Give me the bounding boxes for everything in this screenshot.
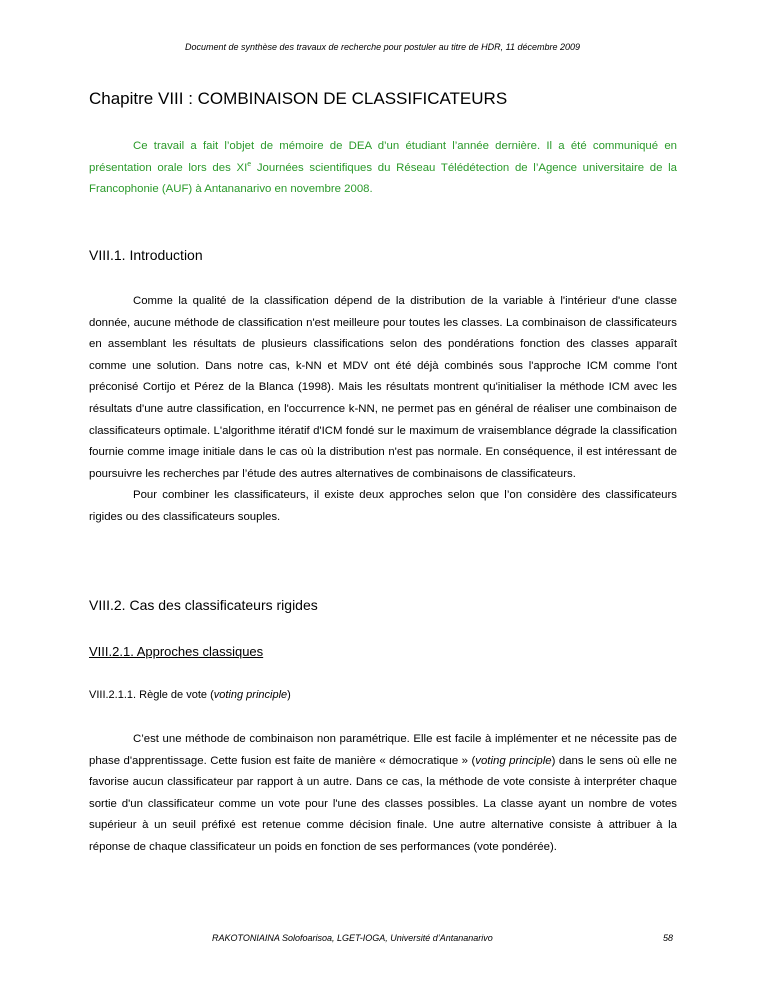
vote-body xyxy=(89,729,677,859)
heading-classic-approaches: VIII.2.1. Approches classiques xyxy=(89,644,264,659)
footer-text: RAKOTONIAINA Solofoarisoa, LGET-IOGA, Université d’Antananarivo xyxy=(212,933,493,943)
subsubsection-vote-heading xyxy=(89,689,677,701)
vote-heading-suffix: ) xyxy=(287,689,291,701)
vote-part1: C’est une méthode de combinaison non paramétrique. Elle est facile à implémenter et ne nécessite pas de phase d'apprentissage. Cette fusion est faite de manière « démocratique » ( xyxy=(89,733,677,767)
vote-part2: ) dans le sens où elle ne favorise aucun classificateur par rapport à un autre. Dans ce cas, la méthode de vote consiste à interpréter chaque sortie d'un classificateur comme un vote pour l'une des classes possibles. La classe ayant un nombre de votes supérieur à un seuil préfixé est retenue comme décision finale. Une autre alternative consiste à attribuer à la réponse de chaque classificateur un poids en fonction de ses performances (vote pondérée). xyxy=(89,754,678,853)
subsection-classic-heading xyxy=(89,644,677,659)
heading-introduction: VIII.1. Introduction xyxy=(89,247,203,263)
chapter-title: Chapitre VIII : COMBINAISON DE CLASSIFICATEURS xyxy=(89,89,508,108)
note-part1: Ce travail a fait l’objet de mémoire de DEA d’un étudiant l’année dernière. Il a été communiqué en présentation orale lors des XI xyxy=(89,140,677,174)
section-rigid-heading xyxy=(89,597,677,613)
vote-heading-prefix: VIII.2.1.1. Règle de vote ( xyxy=(89,689,214,701)
section-introduction-body xyxy=(89,291,677,529)
page-header: Document de synthèse des travaux de recherche pour postuler au titre de HDR, 11 décembre 2009 xyxy=(184,42,581,52)
vote-heading-italic: voting principle xyxy=(213,689,288,701)
section-introduction-heading xyxy=(89,247,677,263)
page-number: 58 xyxy=(663,933,674,943)
note-sup: e xyxy=(247,160,252,168)
vote-italic: voting principle xyxy=(475,754,552,767)
intro-paragraph-1: Comme la qualité de la classification dépend de la distribution de la variable à l'intérieur d'une classe donnée, aucune méthode de classification n'est meilleure pour toutes les classes. La combinaison de classificateurs en assemblant les résultats de plusieurs classifications selon des pondérations fonction des classes apparaît comme une solution. Dans notre cas, k-NN et MDV ont été déjà combinés sous l'approche ICM comme l'ont préconisé Cortijo et Pérez de la Blanca (1998). Mais les résultats montrent qu'initialiser la méthode ICM avec les résultats d'une autre classification, en l'occurrence k-NN, ne permet pas en général de réaliser une combinaison de classificateurs optimale. L'algorithme itératif d'ICM fondé sur le maximum de vraisemblance dégrade la classification fournie comme image initiale dans le cas où la distribution n'est pas normale. En conséquence, il est intéressant de poursuivre les recherches par l’étude des autres alternatives de combinaisons de classificateurs. xyxy=(89,295,677,480)
intro-paragraph-2: Pour combiner les classificateurs, il existe deux approches selon que l’on considère des classificateurs rigides ou des classificateurs souples. xyxy=(89,489,677,523)
heading-rigid-classifiers: VIII.2. Cas des classificateurs rigides xyxy=(89,597,318,613)
chapter-note xyxy=(89,136,677,201)
note-part2: Journées scientifiques du Réseau Télédétection de l’Agence universitaire de la Francophonie (AUF) à Antananarivo en novembre 2008. xyxy=(89,161,678,196)
